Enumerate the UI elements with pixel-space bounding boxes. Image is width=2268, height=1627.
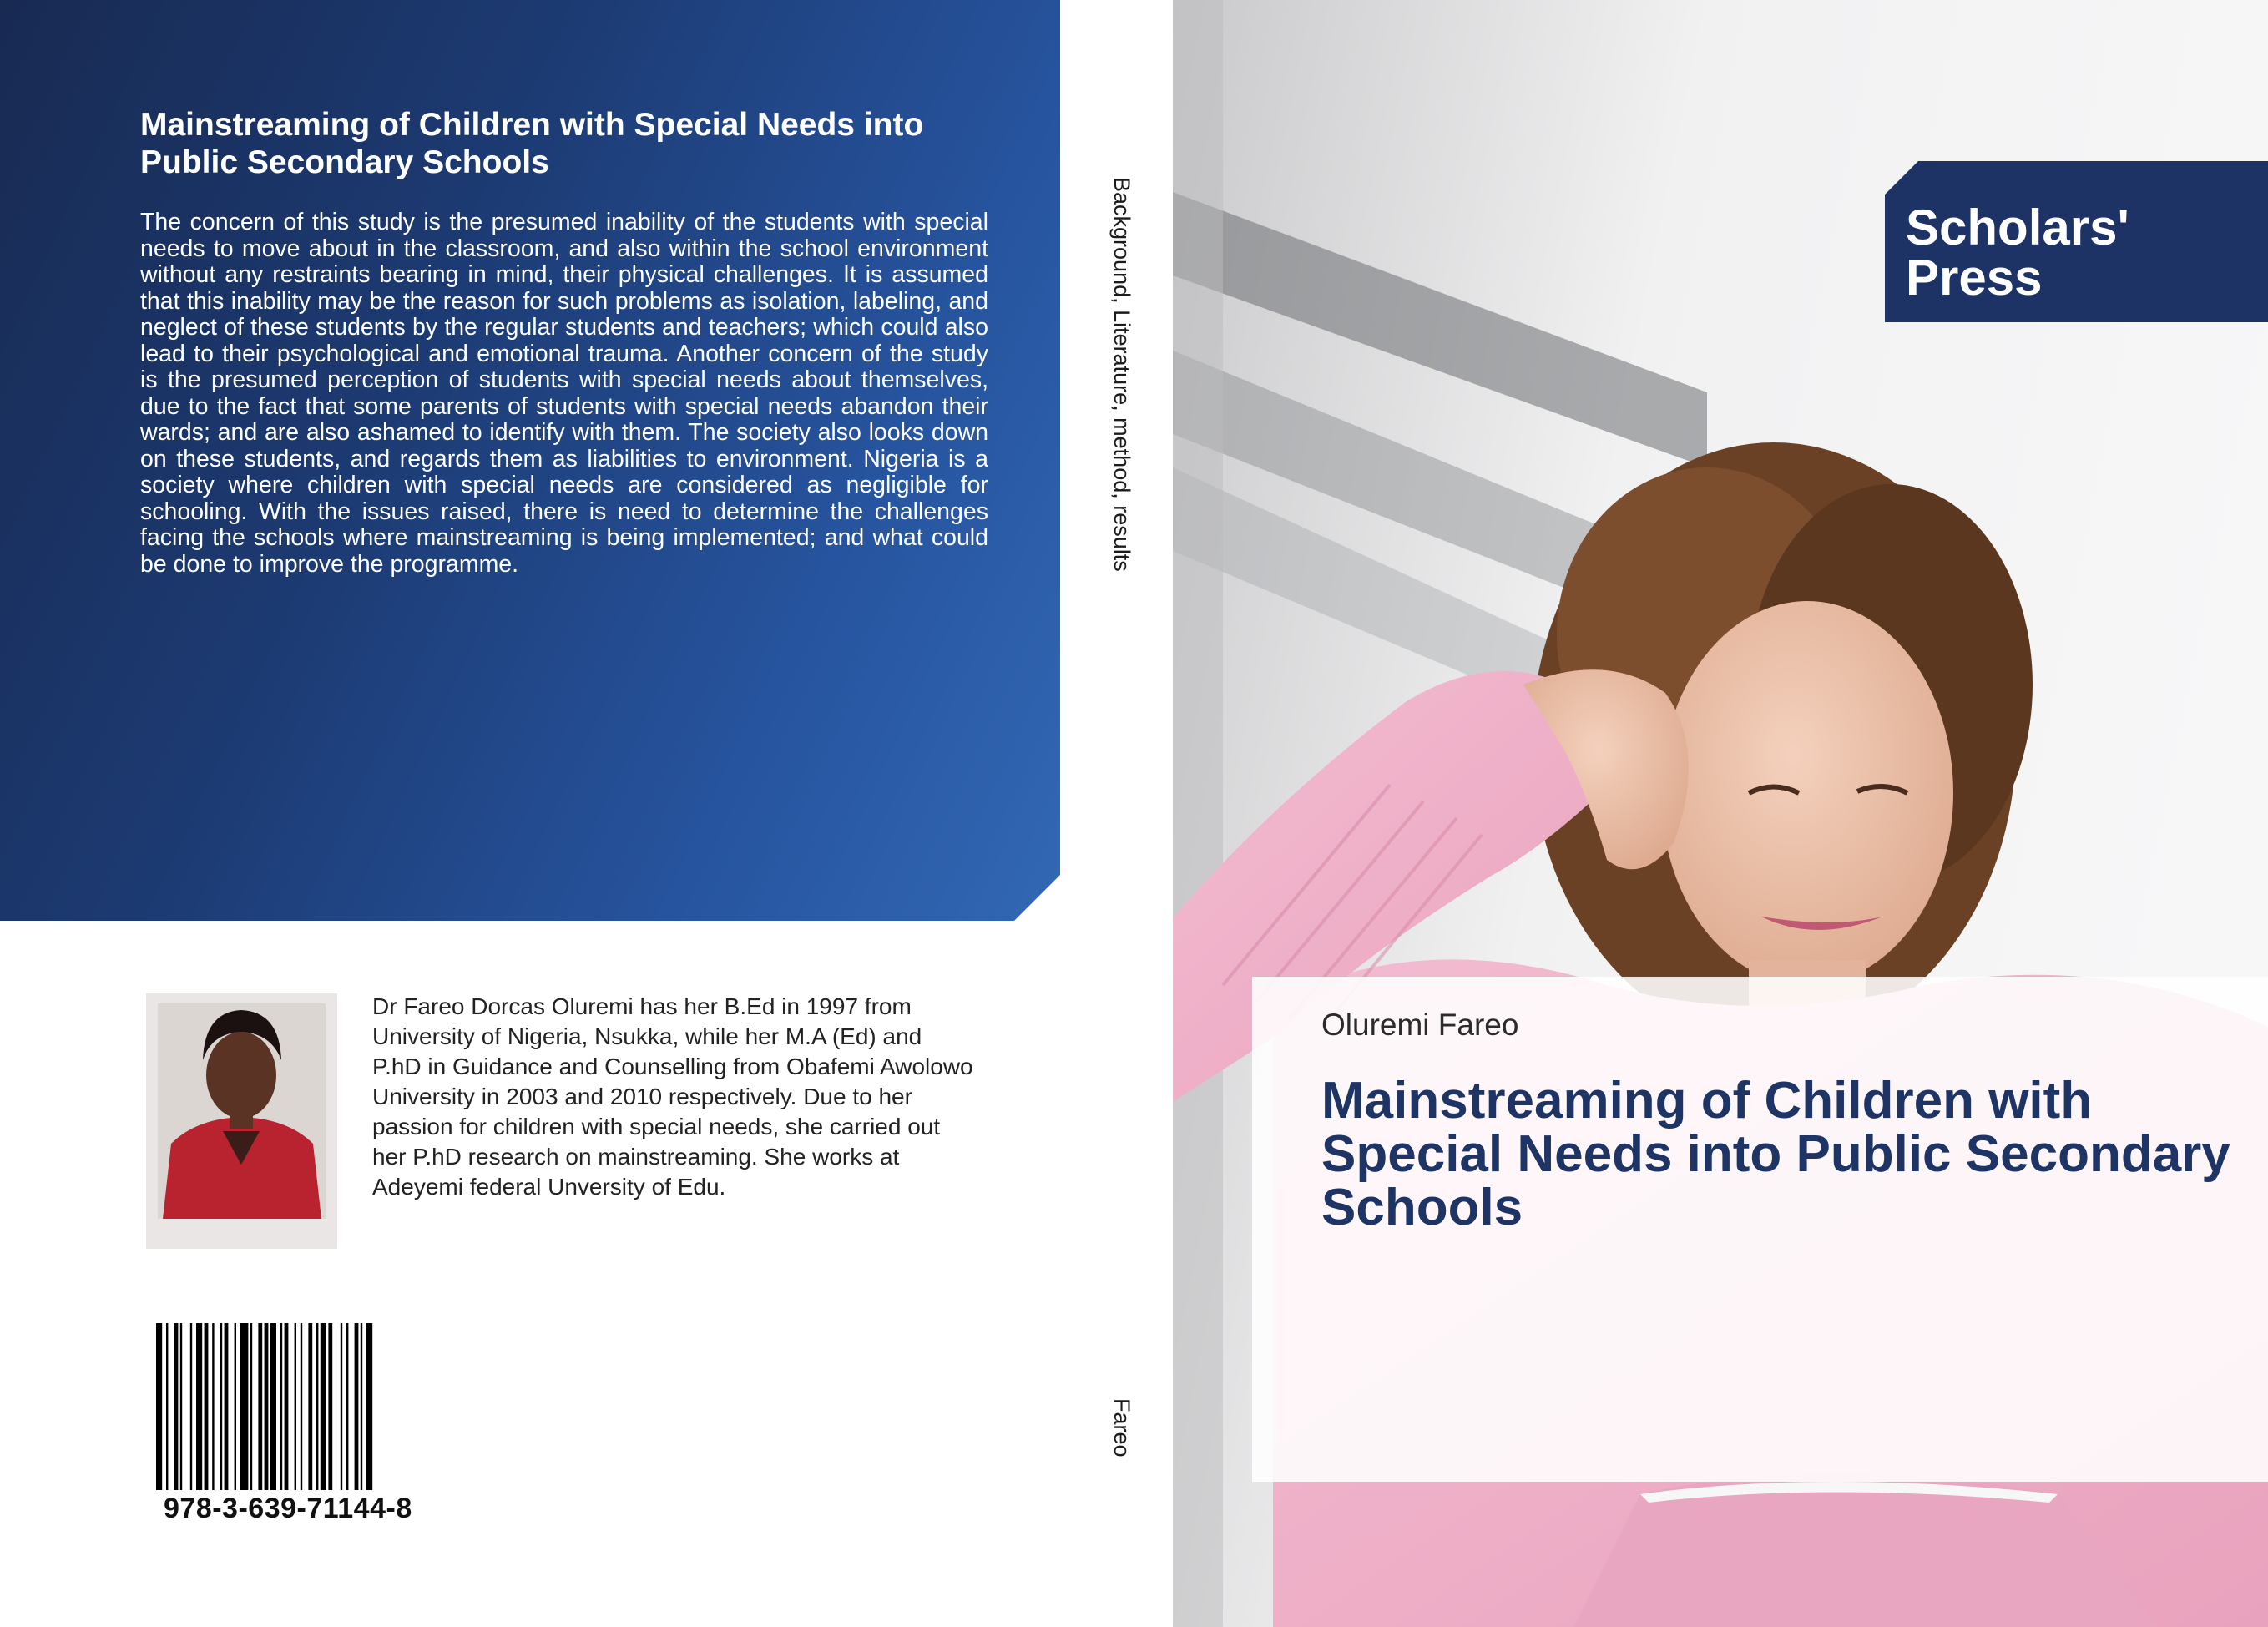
barcode-bar (308, 1323, 312, 1490)
barcode-bar (212, 1323, 214, 1490)
spine-author: Fareo (1109, 1398, 1134, 1458)
barcode-bar (295, 1323, 296, 1490)
barcode-bar (220, 1323, 222, 1490)
barcode-bar (355, 1323, 359, 1490)
barcode-bar (235, 1323, 236, 1490)
barcode-bar (341, 1323, 342, 1490)
back-cover-abstract: The concern of this study is the presumed inability of the students with special needs to move about in the classroom, and also within the school environment without any restraints bearing in mind, their physical challenges. It is assumed that this inability may be the reason for such problems as isolation, labeling, and neglect of these students by the regular students and teachers; which could also lead to their psychological and emotional trauma. Another concern of the study is the presumed perception of students with special needs about themselves, due to the fact that some parents of students with special needs abandon their wards; and are also ashamed to identify with them. The society also looks down on these students, and regards them as liabilities to environment. Nigeria is a society where children with special needs are considered as negligible for schooling. With the issues raised, there is need to determine the challenges facing the schools where mainstreaming is being implemented; and what could be done to improve the programme. (140, 209, 988, 578)
barcode-bar (280, 1323, 282, 1490)
barcode-bar (240, 1323, 249, 1490)
barcode-bar (225, 1323, 229, 1490)
author-biography: Dr Fareo Dorcas Oluremi has her B.Ed in 1997 from University of Nigeria, Nsukka, while her M.A (Ed) and P.hD in Guidance and Counselling from Obafemi Awolowo University in 2003 and 2010 respectively. Due to her passion for children with special needs, she carried out her P.hD research on mainstreaming. She works at Adeyemi federal Unversity of Edu. (372, 993, 973, 1200)
barcode-bar (361, 1323, 362, 1490)
barcode-bar (270, 1323, 276, 1490)
barcode-bar (258, 1323, 262, 1490)
barcode-bar (265, 1323, 269, 1490)
front-cover-title: Mainstreaming of Children with Special Needs into Public Secondary Schools (1321, 1072, 2230, 1236)
barcode-bar (301, 1323, 302, 1490)
barcode-bar (156, 1323, 162, 1490)
author-portrait (146, 993, 337, 1249)
barcode-bar (346, 1323, 348, 1490)
barcode-bar (180, 1323, 182, 1490)
publisher-name: Scholars' Press (1906, 200, 2129, 306)
barcode-bar (196, 1323, 202, 1490)
barcode-bar (190, 1323, 192, 1490)
barcode-bar (205, 1323, 209, 1490)
barcode-bar (285, 1323, 289, 1490)
barcode-bar (328, 1323, 332, 1490)
spine-subtitle: Background, Literature, method, results (1109, 177, 1134, 572)
front-cover-author: Oluremi Fareo (1321, 1008, 1519, 1042)
barcode-bar (321, 1323, 326, 1490)
barcode-bar (174, 1323, 179, 1490)
barcode-bar (250, 1323, 252, 1490)
barcode-bar (166, 1323, 168, 1490)
barcode-bar (316, 1323, 318, 1490)
barcode (153, 1323, 466, 1494)
barcode-bar (366, 1323, 372, 1490)
back-cover-title: Mainstreaming of Children with Special Needs into Public Secondary Schools (140, 107, 924, 180)
isbn-number: 978-3-639-71144-8 (164, 1493, 412, 1524)
